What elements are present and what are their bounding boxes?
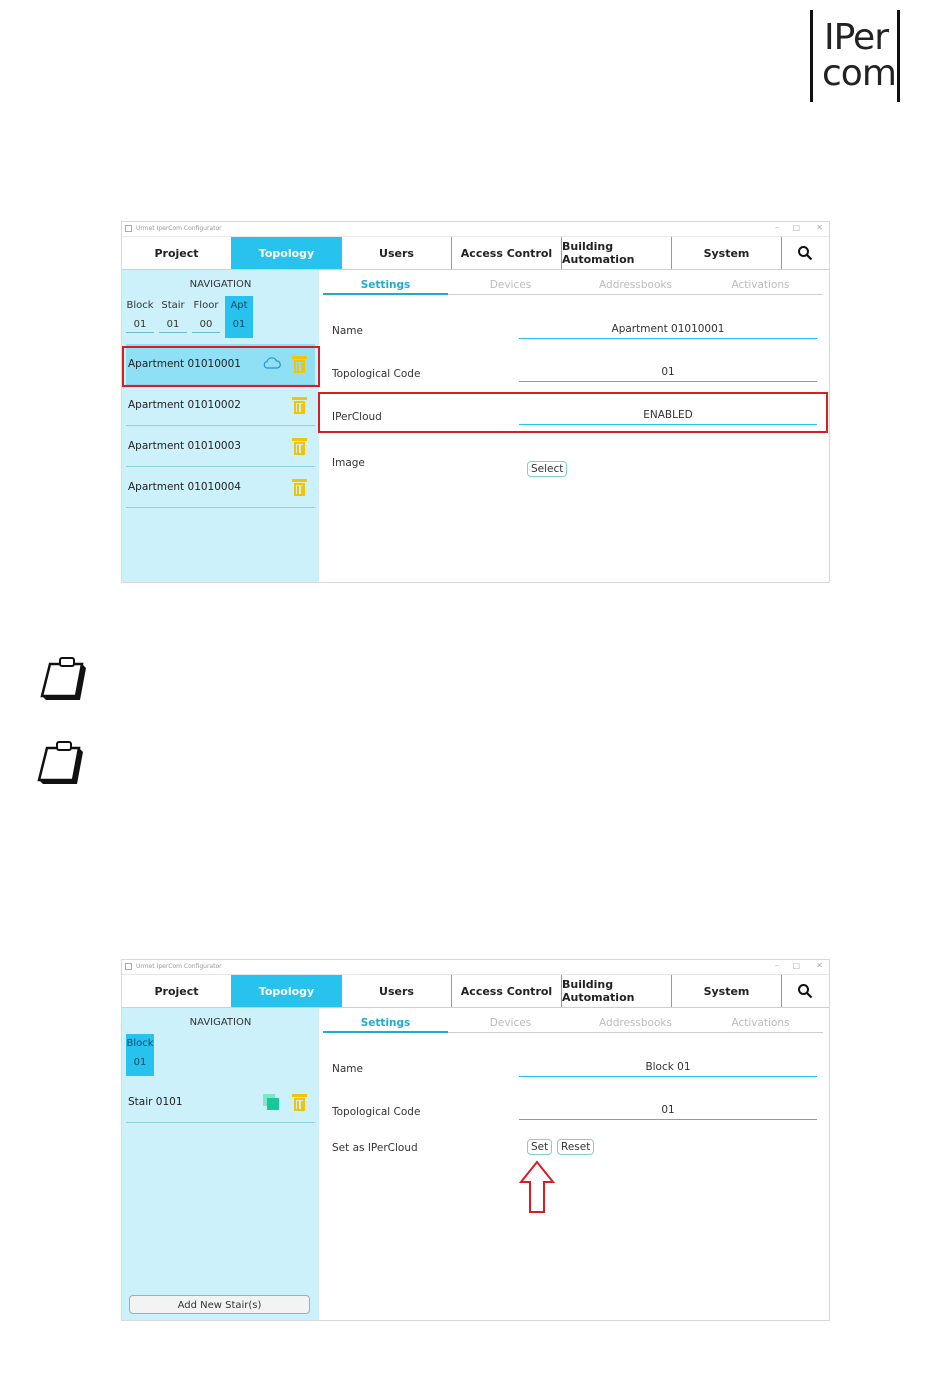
search-icon: [797, 245, 813, 261]
title-bar: [122, 960, 829, 975]
topological-code-label: Topological Code: [332, 368, 421, 380]
floor-value: 00: [192, 319, 220, 333]
ipercloud-label: IPerCloud: [332, 411, 382, 423]
apt-value: 01: [232, 319, 246, 330]
trash-icon[interactable]: [293, 397, 306, 414]
menu-project[interactable]: Project: [122, 237, 232, 269]
settings-tabs: [323, 1017, 823, 1033]
main-menu: [122, 975, 829, 1008]
tab-activations[interactable]: Activations: [731, 1017, 790, 1029]
block-label: Block: [126, 300, 154, 311]
nav-item-label: Apartment 01010002: [128, 399, 241, 411]
copy-icon[interactable]: [263, 1094, 279, 1110]
floor-label: Floor: [193, 300, 219, 311]
floor-selector[interactable]: [192, 296, 220, 338]
app-icon: [125, 963, 132, 970]
stair-value: 01: [159, 319, 187, 333]
name-label: Name: [332, 1063, 363, 1075]
settings-tabs: [323, 279, 823, 295]
tab-devices[interactable]: Devices: [489, 1017, 532, 1029]
search-icon: [797, 983, 813, 999]
tab-addressbooks[interactable]: Addressbooks: [599, 1017, 672, 1029]
maximize-icon[interactable]: □: [792, 961, 800, 970]
logo-left-bar: [810, 10, 813, 102]
highlight-ipercloud-row: [318, 392, 828, 433]
logo-right-bar: [897, 10, 900, 102]
stair-selector[interactable]: [159, 296, 187, 338]
nav-item-stair-0101[interactable]: [126, 1082, 315, 1123]
menu-building-automation[interactable]: Building Automation: [562, 237, 672, 269]
topology-selector: [126, 1034, 319, 1076]
set-ipercloud-button[interactable]: Set: [527, 1139, 552, 1155]
nav-item-apartment-01010003[interactable]: [126, 426, 315, 467]
note-clipboard-icon: [33, 738, 89, 788]
tab-addressbooks[interactable]: Addressbooks: [599, 279, 672, 291]
tab-devices[interactable]: Devices: [489, 279, 532, 291]
search-button[interactable]: [782, 975, 827, 1007]
add-new-stairs-button[interactable]: Add New Stair(s): [129, 1295, 310, 1314]
logo-text-bottom: com: [822, 53, 896, 94]
nav-item-label: Stair 0101: [128, 1096, 183, 1108]
close-icon[interactable]: ✕: [816, 961, 823, 970]
menu-system[interactable]: System: [672, 237, 782, 269]
logo-text-top: IPer: [824, 17, 888, 58]
navigation-header: NAVIGATION: [189, 1017, 252, 1028]
title-bar: [122, 222, 829, 237]
menu-users[interactable]: Users: [342, 237, 452, 269]
search-button[interactable]: [782, 237, 827, 269]
window-title: Urmet IperCom Configurator: [136, 225, 222, 232]
tab-settings[interactable]: Settings: [323, 279, 448, 295]
note-clipboard-icon: [36, 654, 92, 704]
ipercom-logo: [810, 10, 900, 102]
nav-item-label: Apartment 01010004: [128, 481, 241, 493]
name-field[interactable]: Block 01: [519, 1061, 817, 1077]
name-label: Name: [332, 325, 363, 337]
name-field[interactable]: Apartment 01010001: [519, 323, 817, 339]
nav-item-apartment-01010004[interactable]: [126, 467, 315, 508]
apt-label: Apt: [230, 300, 248, 311]
navigation-header: NAVIGATION: [189, 279, 252, 290]
ipercloud-field[interactable]: ENABLED: [519, 409, 817, 425]
block-value: 01: [126, 319, 154, 333]
menu-access-control[interactable]: Access Control: [452, 237, 562, 269]
menu-access-control[interactable]: Access Control: [452, 975, 562, 1007]
set-ipercloud-label: Set as IPerCloud: [332, 1142, 418, 1154]
maximize-icon[interactable]: □: [792, 223, 800, 232]
tab-activations[interactable]: Activations: [731, 279, 790, 291]
main-menu: [122, 237, 829, 270]
nav-item-apartment-01010002[interactable]: [126, 385, 315, 426]
menu-building-automation[interactable]: Building Automation: [562, 975, 672, 1007]
topological-code-field[interactable]: 01: [519, 366, 817, 382]
configurator-window-block: [121, 959, 830, 1321]
apt-selector[interactable]: [225, 296, 253, 338]
menu-topology[interactable]: Topology: [232, 975, 342, 1007]
close-icon[interactable]: ✕: [816, 223, 823, 232]
trash-icon[interactable]: [293, 1094, 306, 1111]
trash-icon[interactable]: [293, 479, 306, 496]
nav-item-label: Apartment 01010001: [128, 358, 241, 370]
window-title: Urmet IperCom Configurator: [136, 963, 222, 970]
trash-icon[interactable]: [293, 438, 306, 455]
navigation-panel: [122, 1008, 319, 1320]
topological-code-label: Topological Code: [332, 1106, 421, 1118]
reset-ipercloud-button[interactable]: Reset: [557, 1139, 594, 1155]
block-selector[interactable]: [126, 1034, 154, 1076]
topology-selector: [126, 296, 319, 338]
nav-item-label: Apartment 01010003: [128, 440, 241, 452]
settings-panel: [319, 1008, 829, 1320]
highlight-selected-apartment: [122, 346, 320, 387]
block-selector[interactable]: [126, 296, 154, 338]
window-body: [122, 1008, 829, 1320]
menu-system[interactable]: System: [672, 975, 782, 1007]
navigation-panel: [122, 270, 319, 582]
minimize-icon[interactable]: –: [775, 223, 779, 232]
stair-label: Stair: [161, 300, 185, 311]
select-image-button[interactable]: Select: [527, 461, 567, 477]
topological-code-field[interactable]: 01: [519, 1104, 817, 1120]
block-label: Block: [126, 1038, 154, 1049]
menu-topology[interactable]: Topology: [232, 237, 342, 269]
menu-users[interactable]: Users: [342, 975, 452, 1007]
block-value: 01: [133, 1057, 147, 1068]
app-icon: [125, 225, 132, 232]
menu-project[interactable]: Project: [122, 975, 232, 1007]
arrow-up-icon: [519, 1160, 555, 1214]
tab-settings[interactable]: Settings: [323, 1017, 448, 1033]
image-label: Image: [332, 457, 365, 469]
minimize-icon[interactable]: –: [775, 961, 779, 970]
